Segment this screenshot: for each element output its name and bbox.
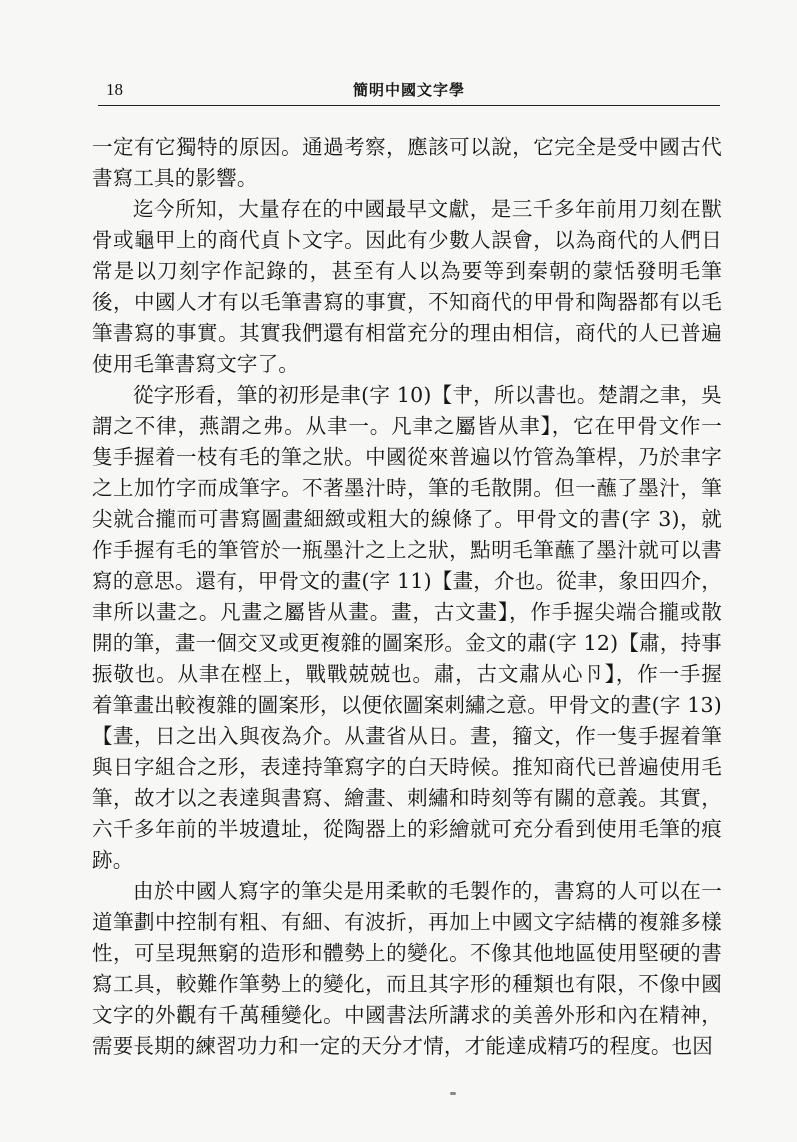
paragraph: 由於中國人寫字的筆尖是用柔軟的毛製作的，書寫的人可以在一道筆劃中控制有粗、有細、有波折，再加上中國文字結構的複雜多樣性，可呈現無窮的造形和體勢上的變化。不像其他地區使用堅硬的書寫工具，較難作筆勢上的變化，而且其字形的種類也有限，不像中國文字的外觀有千萬種變化。中國書法所講求的美善外形和內在精神，需要長期的練習功力和一定的天分才情，才能達成精巧的程度。也因: [92, 879, 722, 1058]
paragraph: 從字形看，筆的初形是聿(字 10)【肀，所以書也。楚謂之聿，吳謂之不律，燕謂之弗。从聿一。凡聿之屬皆从聿】，它在甲骨文作一隻手握着一枝有毛的筆之狀。中國從來普遍以竹管為筆桿，乃於聿字之上加竹字而成筆字。不著墨汁時，筆的毛散開。但一蘸了墨汁，筆尖就合攏而可書寫圖畫細緻或粗大的線條了。甲骨文的書(字 3)，就作手握有毛的筆管於一瓶墨汁之上之狀，點明毛筆蘸了墨汁就可以書寫的意思。還有，甲骨文的畫(字 11)【畫，介也。從聿，象田四介，聿所以畫之。凡畫之屬皆从畫。畫，古文畫】，作手握尖端合攏或散開的筆，畫一個交叉或更複雜的圖案形。金文的肅(字 12)【肅，持事振敬也。从聿在㭴上，戰戰兢兢也。肅，古文肅从心卪】，作一手握着筆畫出較複雜的圖案形，以便依圖案刺繡之意。甲骨文的晝(字 13)【晝，日之出入與夜為介。从畫省从日。晝，籀文，作一隻手握着筆與日字組合之形，表達持筆寫字的白天時候。推知商代已普遍使用毛筆，故才以之表達與書寫、繪畫、刺繡和時刻等有關的意義。其實，六千多年前的半坡遺址，從陶器上的彩繪就可充分看到使用毛筆的痕跡。: [92, 383, 722, 872]
ink-speck: [450, 1092, 456, 1095]
page-header: [98, 76, 720, 108]
page-number: 18: [106, 80, 123, 99]
page-body: [92, 132, 722, 1062]
paragraph-continued: 一定有它獨特的原因。通過考察，應該可以說，它完全是受中國古代書寫工具的影響。: [92, 135, 722, 190]
paragraph: 迄今所知，大量存在的中國最早文獻，是三千多年前用刀刻在獸骨或龜甲上的商代貞卜文字。因此有少數人誤會，以為商代的人們日常是以刀刻字作記錄的，甚至有人以為要等到秦朝的蒙恬發明毛筆後，中國人才有以毛筆書寫的事實，不知商代的甲骨和陶器都有以毛筆書寫的事實。其實我們還有相當充分的理由相信，商代的人已普遍使用毛筆書寫文字了。: [92, 197, 722, 376]
header-rule: [98, 105, 720, 106]
running-title: 簡明中國文字學: [352, 81, 465, 99]
